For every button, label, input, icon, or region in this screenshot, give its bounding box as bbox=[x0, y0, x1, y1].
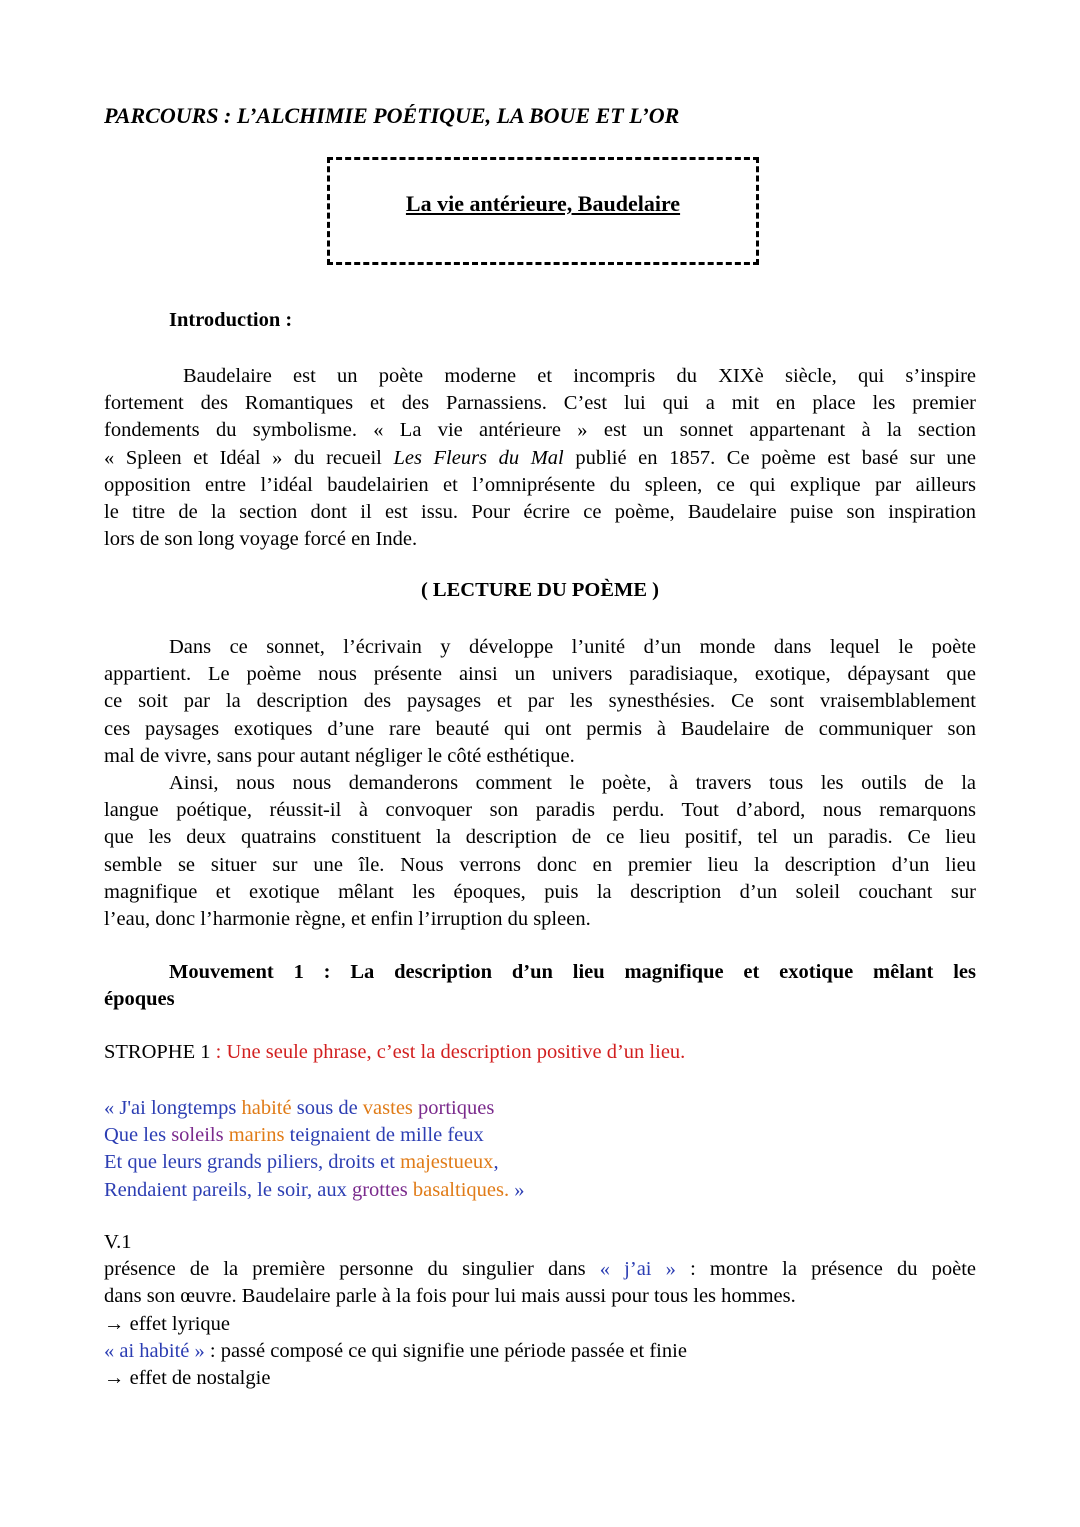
poem-word: portiques bbox=[418, 1097, 495, 1119]
mouvement-line: époques bbox=[104, 988, 175, 1011]
poem-word: habité bbox=[241, 1097, 292, 1119]
poem-word: Et que leurs grands piliers, droits et bbox=[104, 1151, 401, 1174]
poem-word: , bbox=[493, 1151, 499, 1174]
poem-word: soleils bbox=[171, 1124, 224, 1147]
book-title: Les Fleurs du Mal bbox=[393, 446, 564, 469]
analysis-text: : passé composé ce qui signifie une période passée et finie bbox=[204, 1339, 687, 1362]
para-line: que les deux quatrains constituent la description de ce lieu positif, tel un paradis. Ce lieu bbox=[104, 826, 976, 849]
para-line: magnifique et exotique mêlant les époques, puis la description d’un soleil couchant sur bbox=[104, 880, 976, 903]
intro-line: lors de son long voyage forcé en Inde. bbox=[104, 528, 418, 551]
intro-line: Baudelaire est un poète moderne et incompris du XIXè siècle, qui s’inspire bbox=[183, 365, 976, 387]
poem-title: La vie antérieure, Baudelaire bbox=[405, 191, 681, 216]
poem-verse bbox=[104, 1177, 524, 1204]
poem-verse bbox=[104, 1095, 524, 1122]
mouvement-heading bbox=[104, 959, 976, 1013]
poem-word: « J'ai longtemps bbox=[104, 1097, 242, 1119]
poem-word: majestueux bbox=[400, 1151, 494, 1174]
verse-label: V.1 bbox=[104, 1231, 132, 1253]
intro-line bbox=[104, 445, 976, 472]
intro-line: opposition entre l’idéal baudelairien et l’omniprésente du spleen, ce qui explique par ailleurs bbox=[104, 473, 976, 496]
strophe-description: : Une seule phrase, c’est la description positive d’un lieu. bbox=[210, 1041, 686, 1063]
poem-word: » bbox=[509, 1178, 525, 1201]
para-line: ce soit par la description des paysages et par les synesthésies. Ce sont vraisemblablement bbox=[104, 690, 976, 713]
intro-text: publié en 1857. Ce poème est basé sur une bbox=[563, 446, 976, 469]
para-line: Ainsi, nous nous demanderons comment le poète, à travers tous les outils de la bbox=[169, 772, 976, 795]
poem-quote bbox=[104, 1095, 524, 1204]
strophe-heading bbox=[104, 1041, 685, 1064]
intro-line: fortement des Romantiques et des Parnassiens. C’est lui qui a mit en place les premier bbox=[104, 392, 976, 415]
poem-word: sous de bbox=[291, 1097, 363, 1119]
intro-text: « Spleen et Idéal » du recueil bbox=[104, 446, 394, 469]
analysis-text: : montre la présence du poète bbox=[675, 1258, 976, 1281]
verse-1-analysis bbox=[104, 1229, 976, 1392]
poem-word: vastes bbox=[362, 1097, 413, 1119]
poem-word: basaltiques. bbox=[412, 1178, 510, 1201]
para-line: semble se situer sur une île. Nous verrons donc en premier lieu la description d’un lieu bbox=[104, 853, 976, 876]
strophe-label: STROPHE 1 bbox=[104, 1041, 211, 1063]
analysis-line: dans son œuvre. Baudelaire parle à la fois pour lui mais aussi pour tous les hommes. bbox=[104, 1285, 796, 1308]
poem-word: grottes bbox=[351, 1178, 408, 1201]
lecture-heading: ( LECTURE DU POÈME ) bbox=[420, 579, 660, 601]
introduction-heading: Introduction : bbox=[169, 309, 293, 331]
poem-word: teignaient de mille feux bbox=[284, 1124, 484, 1147]
para-line: mal de vivre, sans pour autant négliger le côté esthétique. bbox=[104, 744, 575, 767]
poem-title-box bbox=[327, 157, 759, 265]
quote-highlight: « ai habité » bbox=[104, 1339, 205, 1362]
analysis-line bbox=[104, 1256, 976, 1283]
parcours-title: PARCOURS : L’ALCHIMIE POÉTIQUE, LA BOUE ET L’OR bbox=[104, 103, 680, 128]
effect-line: → effet de nostalgie bbox=[104, 1367, 271, 1390]
para-line: l’eau, donc l’harmonie règne, et enfin l’irruption du spleen. bbox=[104, 908, 591, 931]
mouvement-line: Mouvement 1 : La description d’un lieu magnifique et exotique mêlant les bbox=[169, 961, 976, 983]
analysis-paragraph bbox=[104, 634, 976, 933]
analysis-line bbox=[104, 1338, 976, 1365]
intro-line: le titre de la section dont il est issu. Pour écrire ce poème, Baudelaire puise son inspiration bbox=[104, 501, 976, 524]
para-line: appartient. Le poème nous présente ainsi un univers paradisiaque, exotique, dépaysant que bbox=[104, 663, 976, 686]
analysis-text: présence de la première personne du singulier dans bbox=[104, 1258, 600, 1281]
poem-word: Rendaient pareils, le soir, aux bbox=[104, 1178, 352, 1201]
para-line: Dans ce sonnet, l’écrivain y développe l’unité d’un monde dans lequel le poète bbox=[169, 636, 976, 658]
intro-line: fondements du symbolisme. « La vie antérieure » est un sonnet appartenant à la section bbox=[104, 419, 976, 442]
para-line: ces paysages exotiques d’une rare beauté qui ont permis à Baudelaire de communiquer son bbox=[104, 717, 976, 740]
poem-word: Que les bbox=[104, 1124, 172, 1147]
effect-line: → effet lyrique bbox=[104, 1312, 230, 1335]
para-line: langue poétique, réussit-il à convoquer son paradis perdu. Tout d’abord, nous remarquons bbox=[104, 799, 976, 822]
poem-verse bbox=[104, 1149, 524, 1176]
quote-highlight: « j’ai » bbox=[599, 1258, 676, 1281]
poem-verse bbox=[104, 1122, 524, 1149]
poem-word: marins bbox=[228, 1124, 285, 1147]
introduction-paragraph bbox=[104, 363, 976, 553]
